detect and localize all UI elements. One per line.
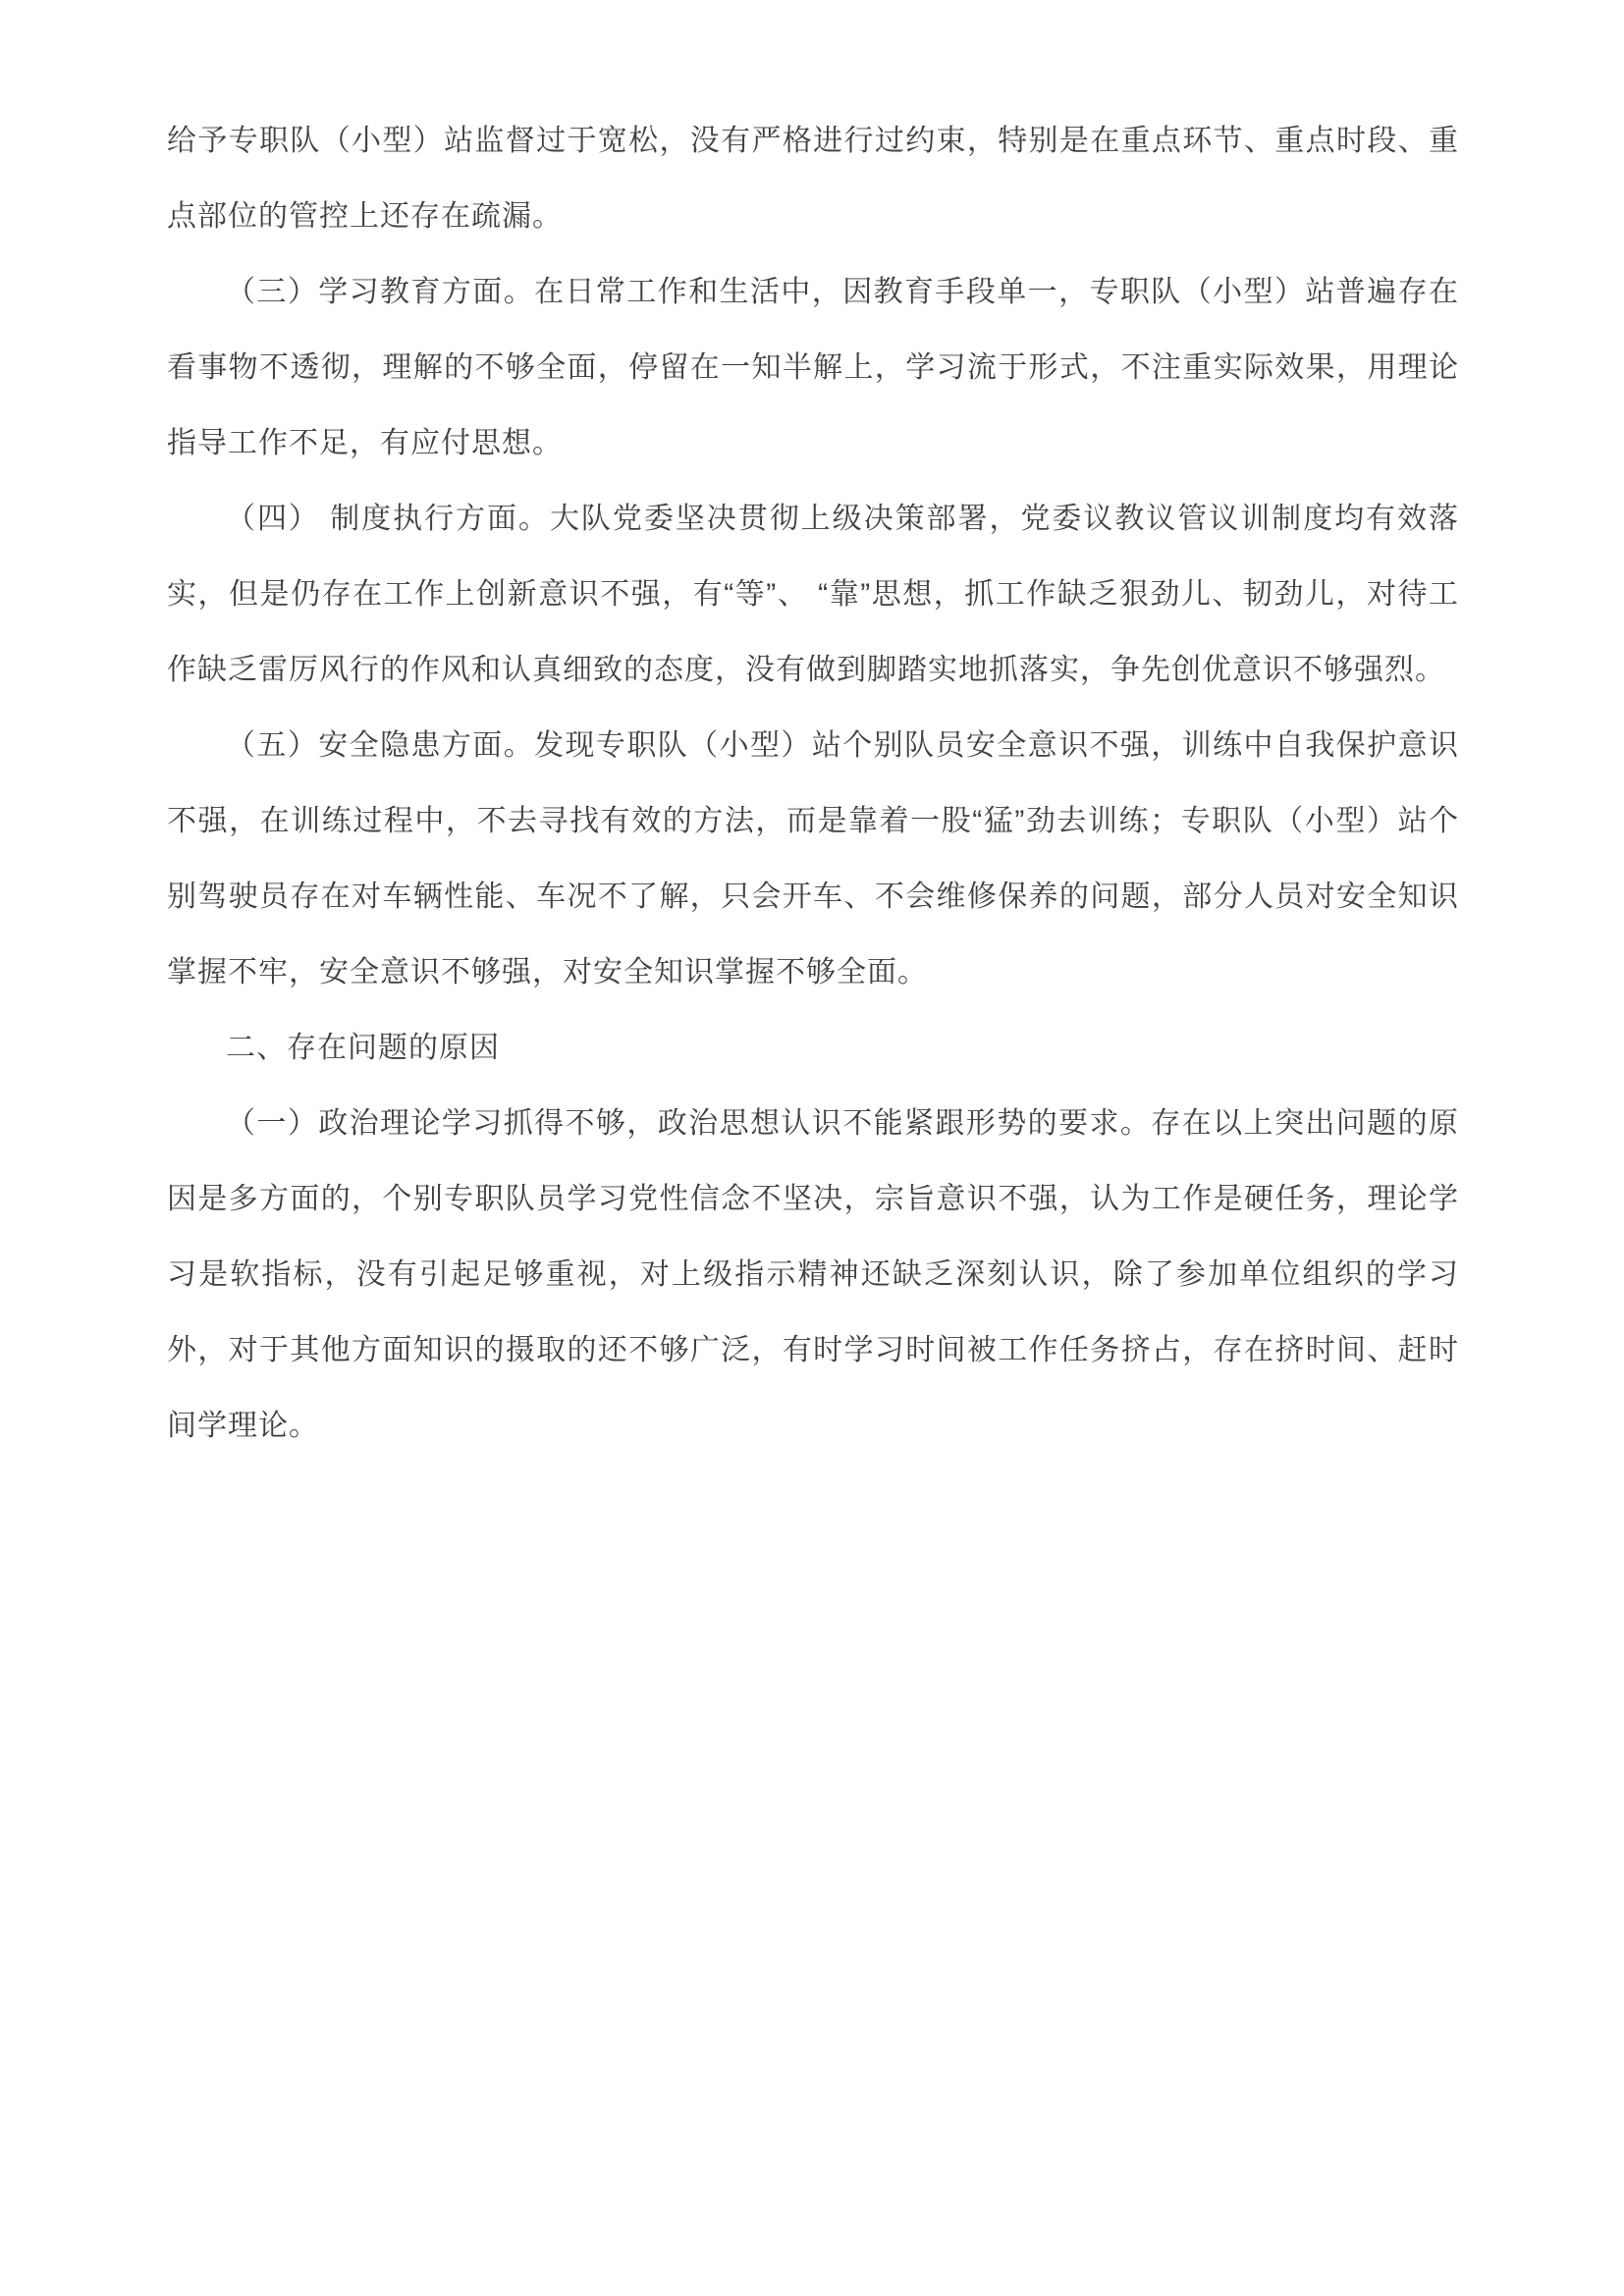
paragraph: （四） 制度执行方面。大队党委坚决贯彻上级决策部署，党委议教议管议训制度均有效落实，但是仍存在工作上创新意识不强，有“等”、 “靠”思想，抓工作缺乏狠劲儿、韧劲儿，对待工作缺乏雷厉风行的作风和认真细致的态度，没有做到脚踏实地抓落实，争先创优意识不够强烈。 [167,503,1459,686]
paragraph: （五）安全隐患方面。发现专职队（小型）站个别队员安全意识不强，训练中自我保护意识不强，在训练过程中，不去寻找有效的方法，而是靠着一股“猛”劲去训练；专职队（小型）站个别驾驶员存在对车辆性能、车况不了解，只会开车、不会维修保养的问题，部分人员对安全知识掌握不牢，安全意识不够强，对安全知识掌握不够全面。 [167,729,1459,988]
paragraph: （一）政治理论学习抓得不够，政治思想认识不能紧跟形势的要求。存在以上突出问题的原因是多方面的，个别专职队员学习党性信念不坚决，宗旨意识不强，认为工作是硬任务，理论学习是软指标，没有引起足够重视，对上级指示精神还缺乏深刻认识，除了参加单位组织的学习外，对于其他方面知识的摄取的还不够广泛，有时学习时间被工作任务挤占，存在挤时间、赶时间学理论。 [167,1107,1459,1442]
paragraph: 二、存在问题的原因 [226,1032,500,1064]
paragraph: 给予专职队（小型）站监督过于宽松，没有严格进行过约束，特别是在重点环节、重点时段、重点部位的管控上还存在疏漏。 [167,125,1459,233]
paragraph: （三）学习教育方面。在日常工作和生活中，因教育手段单一，专职队（小型）站普遍存在看事物不透彻，理解的不够全面，停留在一知半解上，学习流于形式，不注重实际效果，用理论指导工作不足，有应付思想。 [167,276,1459,459]
document-body [167,103,1459,1464]
